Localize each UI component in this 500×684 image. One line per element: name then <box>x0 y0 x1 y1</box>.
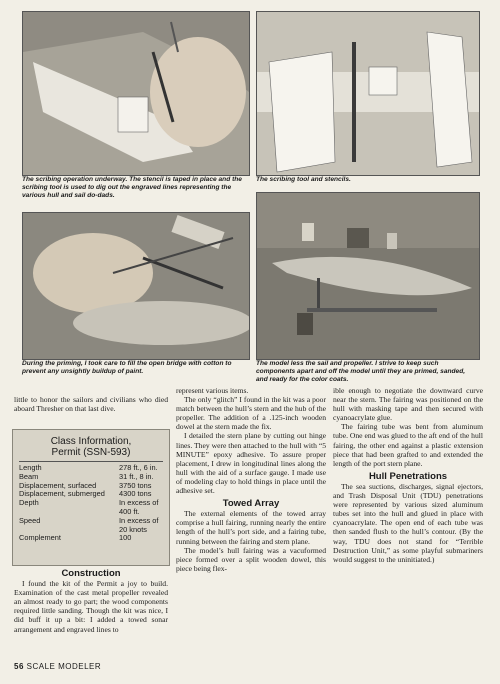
page-footer <box>14 662 101 671</box>
col2-p4: The external elements of the towed array comprise a hull fairing, running nearly the entire length of the hull’s port side, and a fairing tube, running between the fairing and stern plane. <box>176 509 326 546</box>
spec-key: Speed <box>19 515 41 525</box>
page-number: 56 <box>14 662 24 671</box>
col1-intro-text: little to honor the sailors and civilians who died aboard Thresher on that last dive. <box>14 395 168 414</box>
spec-key: Complement <box>19 533 61 543</box>
spec-value: 3750 tons <box>119 480 152 490</box>
caption-photo-1: The scribing operation underway. The stencil is taped in place and the scribing tool is used to dig out the engraved lines representing the various hull and sail do-dads. <box>22 176 242 199</box>
photo-model-less-sail <box>256 192 480 360</box>
spec-value: 100 <box>119 533 132 543</box>
spec-key: Beam <box>19 471 39 481</box>
column-3 <box>333 386 483 564</box>
col2-p2: The only “glitch” I found in the kit was a poor match between the hull’s stern and the hub of the propeller. The addition of a .125-inch wooden dowel at the stern made the fix. <box>176 395 326 432</box>
col3-p1: ible enough to negotiate the downward curve near the stern. The fairing was positioned on the hull with masking tape and then secured with cyanoacrylate glue. <box>333 386 483 423</box>
class-info-sidebar <box>12 429 170 566</box>
photo-tool-image <box>257 12 479 175</box>
photo-scribing-image <box>23 12 249 175</box>
sidebar-divider <box>19 461 163 462</box>
col2-p1: represent various items. <box>176 386 249 395</box>
spec-value: 4300 tons <box>119 489 152 499</box>
col2-p3: I detailed the stern plane by cutting out hinge lines. They were then attached to the hull with “5 MINUTE” epoxy adhesive. To assure proper placement, I drew in longitudinal lines along the hull with the aid of a surface gauge. I made use of modeling clay to hold things in place until the adhesive set. <box>176 431 326 496</box>
spec-key: Depth <box>19 498 39 508</box>
spec-value: 278 ft., 6 in. <box>119 463 158 472</box>
photo-priming-image <box>23 213 249 359</box>
spec-value: In excess of 400 ft. <box>119 498 159 516</box>
caption-photo-2: The scribing tool and stencils. <box>256 176 351 183</box>
sidebar-title: Class Information, <box>50 436 132 447</box>
photo-priming <box>22 212 250 360</box>
spec-row-depth <box>13 499 169 517</box>
col3-p2: The fairing tube was bent from aluminum tube. One end was glued to the aft end of the hull fairing, the other end against a plastic extension piece that had been grafted to and extended the length of the port stern plane. <box>333 422 483 468</box>
heading-towed-array: Towed Array <box>222 498 280 510</box>
spec-value: In excess of 20 knots <box>119 515 159 534</box>
photo-scribing-tool <box>256 11 480 176</box>
photo-model-image <box>257 193 479 359</box>
heading-construction: Construction <box>61 568 121 579</box>
sidebar-subtitle: Permit (SSN-593) <box>51 447 131 458</box>
col2-p5: The model’s hull fairing was a vacuformed piece formed over a split wooden dowel, this piece being flex- <box>176 545 326 573</box>
spec-key: Displacement, submerged <box>19 489 105 499</box>
magazine-name: SCALE MODELER <box>26 662 102 671</box>
spec-row-speed <box>13 517 169 535</box>
column-1-intro <box>14 395 168 413</box>
spec-value: 31 ft., 8 in. <box>119 471 154 481</box>
photo-scribing-operation <box>22 11 250 176</box>
column-2 <box>176 386 326 573</box>
spec-row-complement <box>13 534 169 543</box>
heading-hull-penetrations: Hull Penetrations <box>368 470 448 482</box>
col1-construction-text: I found the kit of the Permit a joy to build. Examination of the cast metal propeller revealed an almost ready to go part; the wood components required little sanding. Though the kit was nice, I did buff it up a bit: I added a towed sonar arrangement and engraved lines to <box>14 579 168 634</box>
spec-key: Length <box>19 463 42 472</box>
spec-key: Displacement, surfaced <box>19 480 97 490</box>
caption-photo-3: During the priming, I took care to fill the open bridge with cotton to prevent any unsightly buildup of paint. <box>22 360 232 375</box>
column-1-construction <box>14 565 168 634</box>
caption-photo-4: The model less the sail and propeller. I strive to keep such components apart and off the model until they are primed, sanded, and ready for the color coats. <box>256 360 466 383</box>
col3-p3: The sea suctions, discharges, signal ejectors, and Trash Disposal Unit (TDU) penetrations were represented by various sized aluminum tubes set into the hull and glued in place with cyanoacrylate. The open end of each tube was then sanded flush to the hull’s contour. (By the way, TDU does not stand for “Terrible Destruction Unit,” as some playful submariners would suggest to the uninitiated.) <box>333 481 483 564</box>
